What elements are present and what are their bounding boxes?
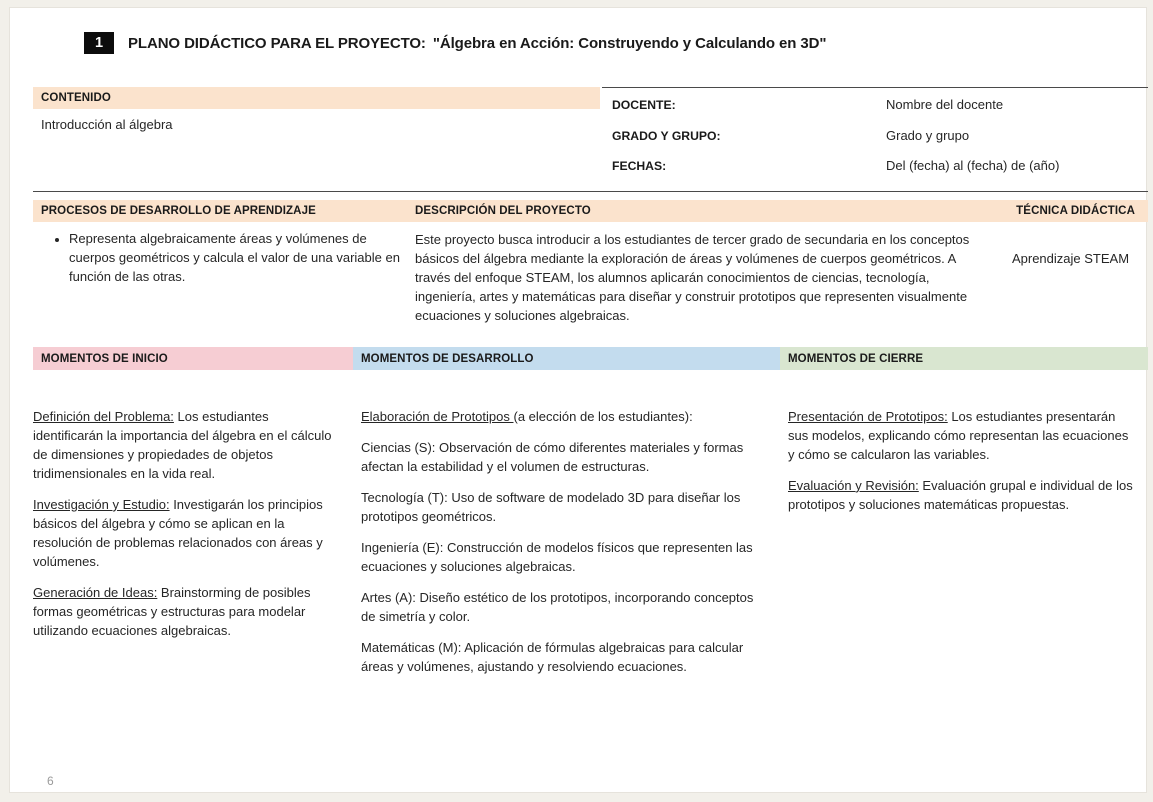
procesos-header-label: PROCESOS DE DESARROLLO DE APRENDIZAJE	[41, 205, 316, 217]
momentos-inicio-paragraph	[33, 496, 335, 572]
block-contenido-docente	[33, 87, 1148, 192]
tecnica-column: Aprendizaje STEAM	[1011, 251, 1130, 266]
momentos-desarrollo-label: MOMENTOS DE DESARROLLO	[361, 352, 534, 365]
document-content	[24, 8, 1148, 794]
paragraph-text: Los estudiantes presentarán sus modelos, explicando cómo representan las ecuaciones y cómo se calcularon las variables.	[788, 409, 1129, 462]
paragraph-text: Tecnología (T): Uso de software de modelado 3D para diseñar los prototipos geométricos.	[361, 489, 741, 524]
info-row-docente	[602, 88, 1148, 128]
momentos-desarrollo-paragraph	[361, 539, 760, 577]
paragraph-text: Evaluación grupal e individual de los prototipos y soluciones matemáticas propuestas.	[788, 477, 1133, 512]
momentos-desarrollo-paragraph	[361, 639, 760, 677]
procesos-list	[33, 230, 409, 287]
paragraph-text: Investigarán los principios básicos del álgebra y cómo se aplican en la resolución de problemas relacionados con áreas y volúmenes.	[33, 496, 323, 569]
momentos-inicio-paragraph	[33, 584, 335, 641]
momentos-header-bar	[33, 347, 1148, 370]
info-section	[602, 87, 1148, 191]
info-value-fechas: Del (fecha) al (fecha) de (año)	[886, 158, 1060, 173]
descripcion-header-label: DESCRIPCIÓN DEL PROYECTO	[415, 205, 591, 217]
page-title-row	[84, 30, 826, 56]
momentos-inicio-label: MOMENTOS DE INICIO	[41, 352, 168, 365]
momentos-inicio-column	[33, 408, 353, 677]
tecnica-header-label: TÉCNICA DIDÁCTICA	[1016, 205, 1135, 217]
contenido-header-label: CONTENIDO	[41, 92, 111, 104]
paragraph-text: Matemáticas (M): Aplicación de fórmulas algebraicas para calcular áreas y volúmenes, ajustando y resolviendo ecuaciones.	[361, 639, 744, 674]
page-number: 6	[47, 774, 54, 788]
paragraph-text: Artes (A): Diseño estético de los prototipos, incorporando conceptos de simetría y color.	[361, 589, 754, 624]
paragraph-lead: Generación de Ideas:	[33, 584, 158, 600]
momentos-desarrollo-paragraph	[361, 408, 760, 427]
momentos-body	[33, 370, 1148, 677]
momentos-desarrollo-column	[353, 408, 780, 677]
paragraph-text: Ciencias (S): Observación de cómo diferentes materiales y formas afectan la estabilidad y el volumen de estructuras.	[361, 439, 744, 474]
info-key-fechas: FECHAS:	[612, 159, 667, 173]
momentos-inicio-header	[33, 347, 353, 370]
page-sheet	[9, 7, 1147, 793]
info-key-docente: DOCENTE:	[612, 98, 676, 112]
info-key-grado-grupo: GRADO Y GRUPO:	[612, 128, 721, 143]
page-title	[128, 35, 826, 52]
momentos-cierre-column	[780, 408, 1148, 677]
contenido-header-bar	[33, 87, 600, 109]
section-number-badge: 1	[84, 32, 114, 54]
procesos-header-bar	[33, 200, 1148, 222]
procesos-list-item: • Representa algebraicamente áreas y volúmenes de cuerpos geométricos y calcula el valor de una variable en función de las otras.	[69, 230, 409, 287]
paragraph-lead: Evaluación y Revisión:	[788, 477, 919, 493]
paragraph-text: Los estudiantes identificarán la importancia del álgebra en el cálculo de dimensiones y propiedades de objetos tridimensionales en la vida real.	[33, 409, 332, 481]
momentos-desarrollo-header	[353, 347, 780, 370]
paragraph-lead: Elaboración de Prototipos	[361, 409, 514, 424]
momentos-inicio-paragraph	[33, 408, 335, 484]
block-momentos	[33, 347, 1148, 677]
paragraph-text: (a elección de los estudiantes):	[513, 409, 693, 424]
page-title-subtitle: "Álgebra en Acción: Construyendo y Calculando en 3D"	[432, 34, 827, 52]
momentos-cierre-paragraph	[788, 408, 1134, 465]
info-row-grado-grupo	[602, 128, 1148, 159]
momentos-cierre-paragraph	[788, 477, 1134, 515]
block-procesos-descripcion-tecnica	[33, 200, 1148, 332]
paragraph-text: Brainstorming de posibles formas geométricas y estructuras para modelar utilizando ecuaciones algebraicas.	[33, 584, 311, 638]
procesos-body	[33, 222, 1148, 332]
paragraph-lead: Presentación de Prototipos:	[788, 409, 948, 424]
contenido-body: Introducción al álgebra	[41, 117, 173, 132]
procesos-column	[33, 230, 409, 287]
momentos-cierre-header	[780, 347, 1148, 370]
paragraph-lead: Investigación y Estudio:	[33, 496, 170, 512]
info-value-grado-grupo: Grado y grupo	[886, 127, 970, 143]
paragraph-lead: Definición del Problema:	[33, 409, 174, 424]
momentos-desarrollo-paragraph	[361, 489, 760, 527]
momentos-desarrollo-paragraph	[361, 439, 760, 477]
paragraph-text: Ingeniería (E): Construcción de modelos físicos que representen las ecuaciones y soluciones algebraicas.	[361, 539, 753, 574]
descripcion-column: Este proyecto busca introducir a los estudiantes de tercer grado de secundaria en los conceptos básicos del álgebra mediante la exploración de áreas y volúmenes de cuerpos geométricos. A través del enfoque STEAM, los alumnos aplicarán conocimientos de ciencias, tecnología, ingeniería, artes y matemáticas para diseñar y construir prototipos que representen visualmente ecuaciones y soluciones algebraicas.	[415, 232, 970, 324]
info-row-fechas	[602, 158, 1148, 189]
momentos-cierre-label: MOMENTOS DE CIERRE	[788, 352, 924, 365]
contenido-section	[33, 87, 600, 191]
info-value-docente: Nombre del docente	[886, 97, 1004, 112]
momentos-desarrollo-paragraph	[361, 589, 760, 627]
page-title-main: PLANO DIDÁCTICO PARA EL PROYECTO:	[128, 34, 426, 52]
